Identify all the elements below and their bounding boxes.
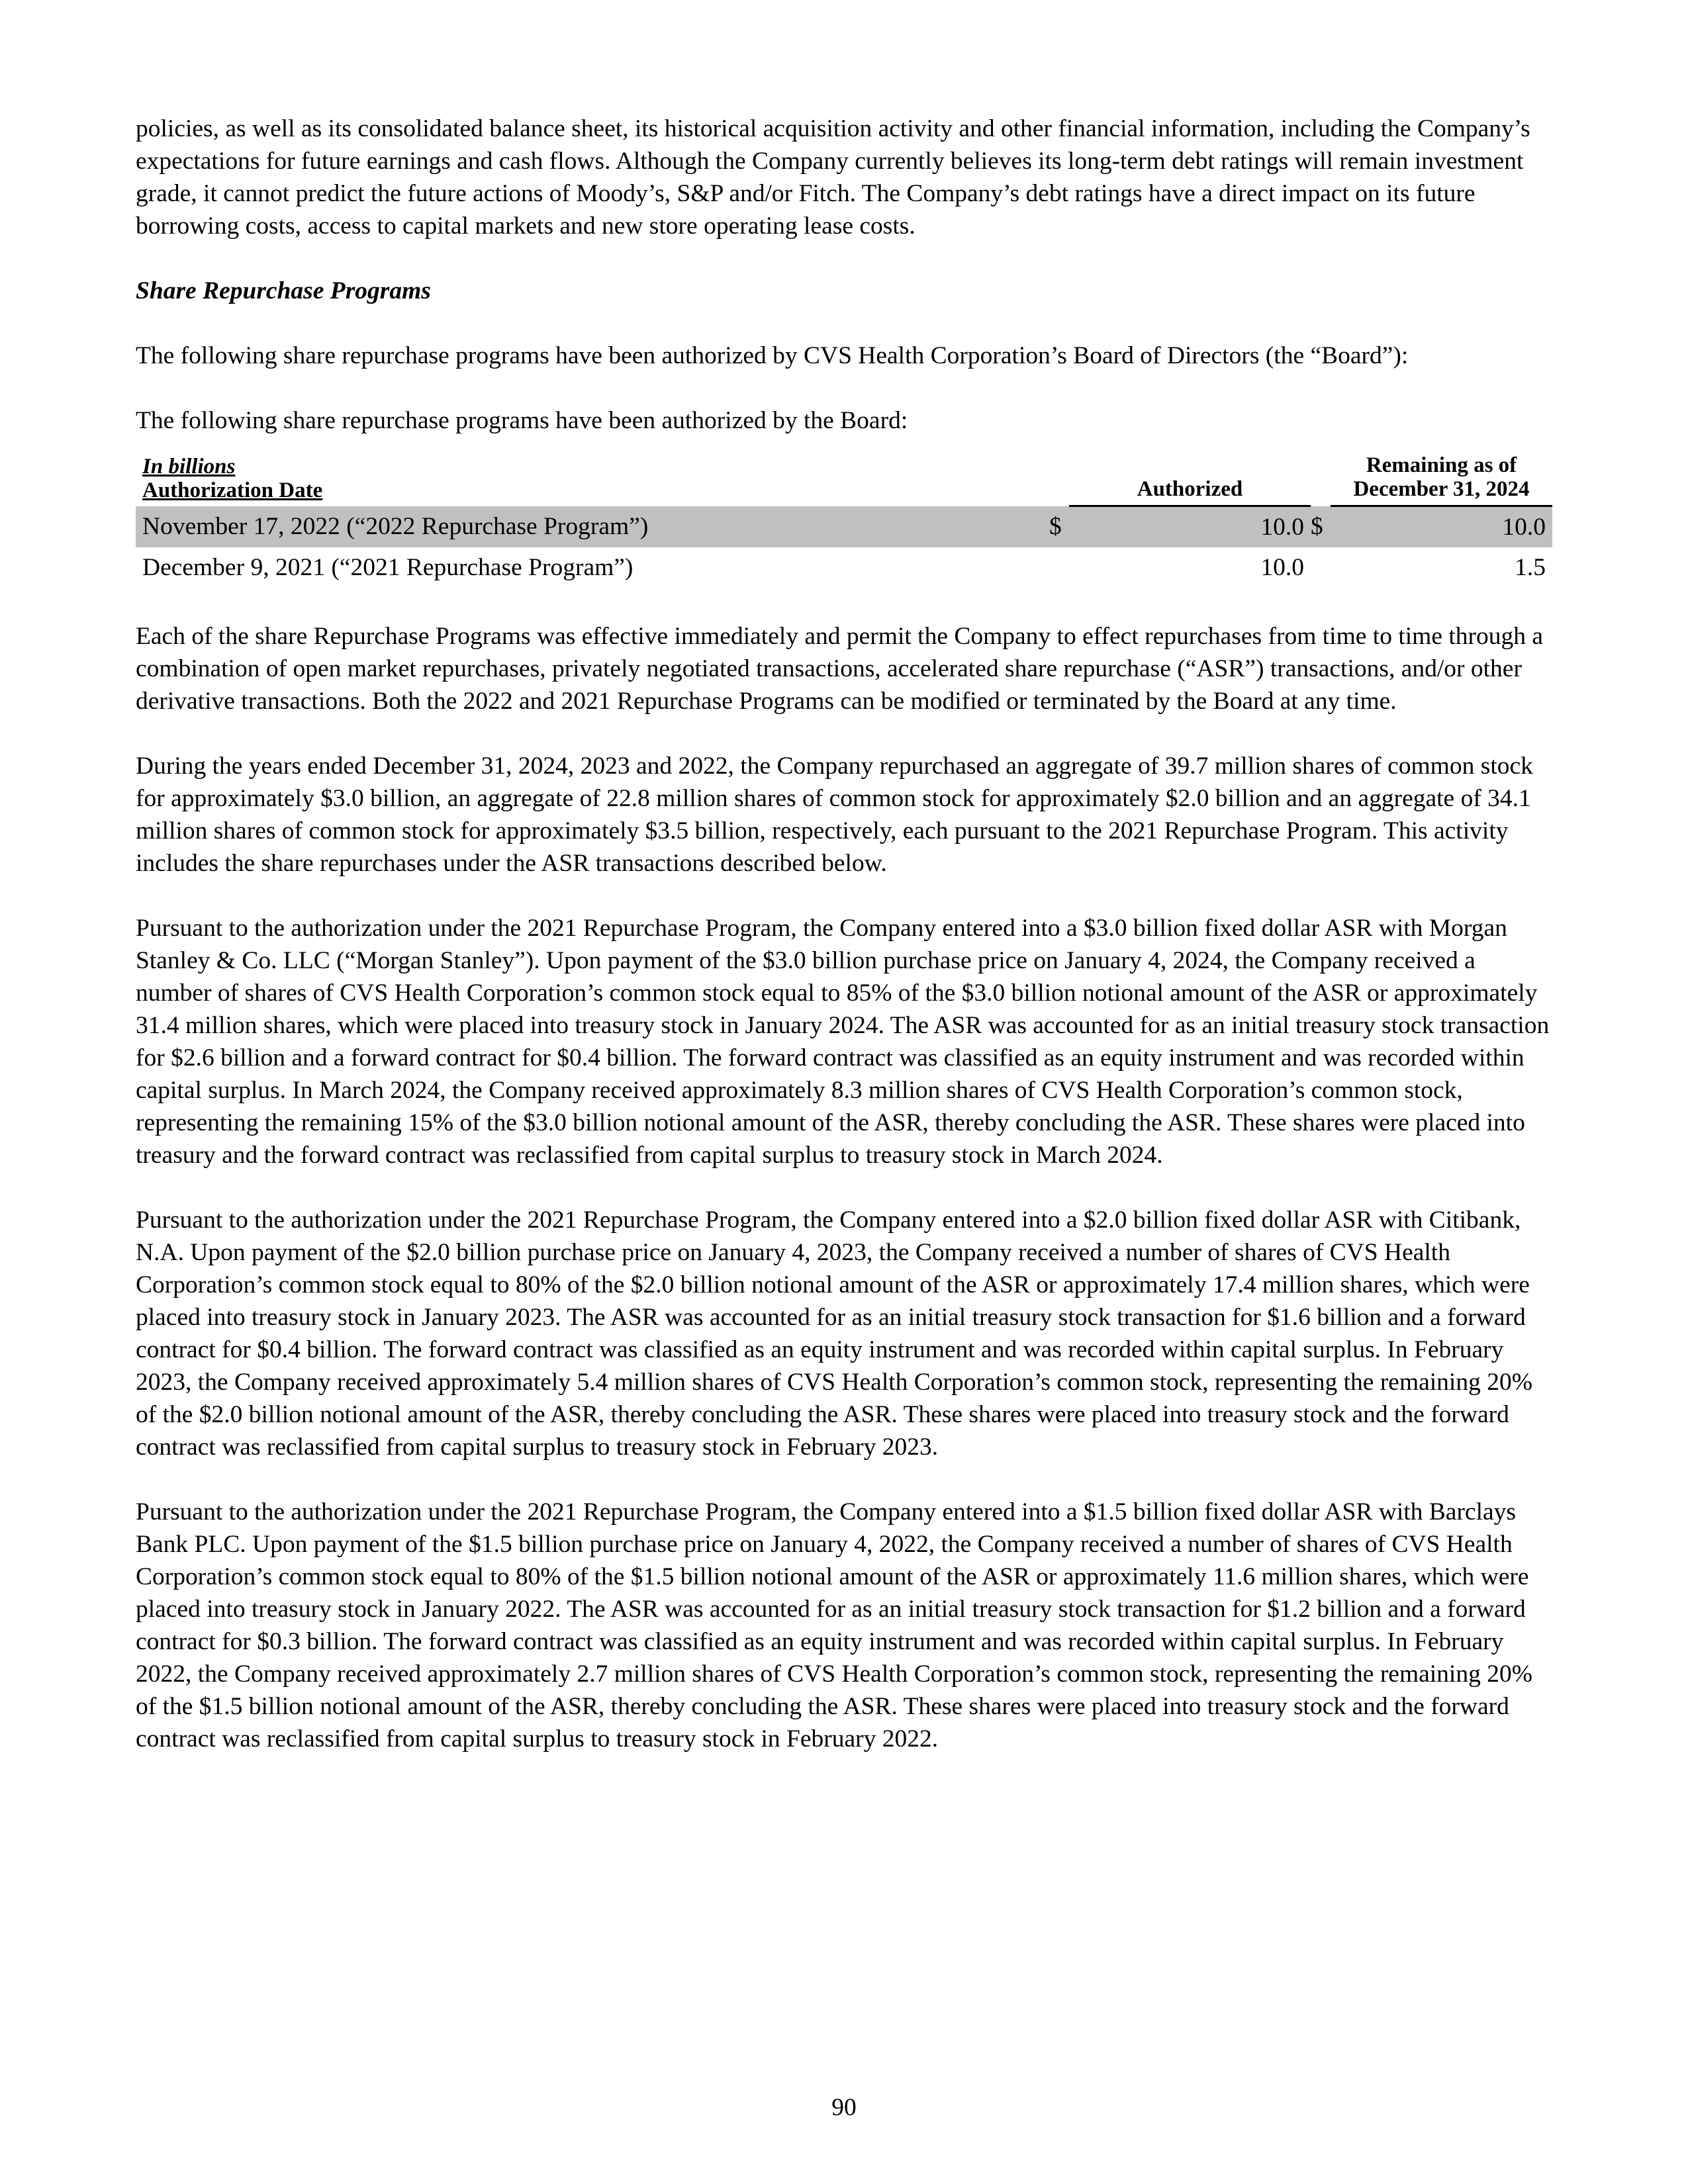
page-number: 90 <box>831 2094 857 2121</box>
document-page <box>136 113 1552 1788</box>
column-header-date: Authorization Date <box>142 478 323 502</box>
unit-label: In billions <box>142 454 236 478</box>
column-header-authorized <box>1069 453 1311 506</box>
row-dollar-sign: $ <box>1049 506 1069 548</box>
column-header-authorized-label: Authorized <box>1137 477 1243 501</box>
paragraph-intro-board: The following share repurchase programs have been authorized by the Board: <box>136 407 908 434</box>
repurchase-programs-table <box>136 453 1552 588</box>
row-remaining: 10.0 <box>1331 506 1552 548</box>
table-header-row <box>136 453 1552 506</box>
row-dollar-sign <box>1049 547 1069 588</box>
paragraph-asr-morgan-stanley: Pursuant to the authorization under the 2021 Repurchase Program, the Company entered into a $3.0 billion fixed dollar ASR with Morgan Stanley & Co. LLC (“Morgan Stanley”). Upon payment of the $3.0 billion purchase price on January 4, 2024, the Company received a number of shares of CVS Health Corporation’s common stock equal to 85% of the $3.0 billion notional amount of the ASR or approximately 31.4 million shares, which were placed into treasury stock in January 2024. The ASR was accounted for as an initial treasury stock transaction for $2.6 billion and a forward contract for $0.4 billion. The forward contract was classified as an equity instrument and was recorded within capital surplus. In March 2024, the Company received approximately 8.3 million shares of CVS Health Corporation’s common stock, representing the remaining 15% of the $3.0 billion notional amount of the ASR, thereby concluding the ASR. These shares were placed into treasury and the forward contract was reclassified from capital surplus to treasury stock in March 2024. <box>136 915 1550 1169</box>
paragraph-repurchase-activity: During the years ended December 31, 2024, 2023 and 2022, the Company repurchased an aggregate of 39.7 million shares of common stock for approximately $3.0 billion, an aggregate of 22.8 million shares of common stock for approximately $2.0 billion and an aggregate of 34.1 million shares of common stock for approximately $3.5 billion, respectively, each pursuant to the 2021 Repurchase Program. This activity includes the share repurchases under the ASR transactions described below. <box>136 752 1533 877</box>
header-spacer-2 <box>1311 453 1331 506</box>
row-dollar-sign: $ <box>1311 506 1331 548</box>
paragraph-debt-ratings: policies, as well as its consolidated balance sheet, its historical acquisition activity and other financial information, including the Company’s expectations for future earnings and cash flows. Although the Company currently believes its long-term debt ratings will remain investment grade, it cannot predict the future actions of Moody’s, S&P and/or Fitch. The Company’s debt ratings have a direct impact on its future borrowing costs, access to capital markets and new store operating lease costs. <box>136 115 1530 240</box>
header-spacer-1 <box>1049 453 1069 506</box>
row-remaining: 1.5 <box>1515 554 1546 581</box>
paragraph-asr-barclays: Pursuant to the authorization under the 2021 Repurchase Program, the Company entered into a $1.5 billion fixed dollar ASR with Barclays Bank PLC. Upon payment of the $1.5 billion purchase price on January 4, 2022, the Company received a number of shares of CVS Health Corporation’s common stock equal to 80% of the $1.5 billion notional amount of the ASR or approximately 11.6 million shares, which were placed into treasury stock in January 2022. The ASR was accounted for as an initial treasury stock transaction for $1.2 billion and a forward contract for $0.3 billion. The forward contract was classified as an equity instrument and was recorded within capital surplus. In February 2022, the Company received approximately 2.7 million shares of CVS Health Corporation’s common stock, representing the remaining 20% of the $1.5 billion notional amount of the ASR, thereby concluding the ASR. These shares were placed into treasury stock and the forward contract was reclassified from capital surplus to treasury stock in February 2022. <box>136 1498 1532 1752</box>
row-dollar-sign <box>1311 547 1331 588</box>
column-header-remaining-line1: Remaining as of <box>1366 453 1517 477</box>
paragraph-asr-citibank: Pursuant to the authorization under the 2021 Repurchase Program, the Company entered into a $2.0 billion fixed dollar ASR with Citibank, N.A. Upon payment of the $2.0 billion purchase price on January 4, 2023, the Company received a number of shares of CVS Health Corporation’s common stock equal to 80% of the $2.0 billion notional amount of the ASR or approximately 17.4 million shares, which were placed into treasury stock in January 2023. The ASR was accounted for as an initial treasury stock transaction for $1.6 billion and a forward contract for $0.4 billion. The forward contract was classified as an equity instrument and was recorded within capital surplus. In February 2023, the Company received approximately 5.4 million shares of CVS Health Corporation’s common stock, representing the remaining 20% of the $2.0 billion notional amount of the ASR, thereby concluding the ASR. These shares were placed into treasury stock and the forward contract was reclassified from capital surplus to treasury stock in February 2023. <box>136 1206 1532 1461</box>
table-row <box>136 547 1552 588</box>
section-heading: Share Repurchase Programs <box>136 277 431 304</box>
paragraph-intro-board-full: The following share repurchase programs have been authorized by CVS Health Corporation’s Board of Directors (the “Board”): <box>136 342 1409 369</box>
row-authorized: 10.0 <box>1069 506 1311 548</box>
row-authorized: 10.0 <box>1260 554 1304 581</box>
header-date <box>136 453 1049 506</box>
column-header-remaining-line2: December 31, 2024 <box>1353 477 1530 501</box>
paragraph-program-terms: Each of the share Repurchase Programs was effective immediately and permit the Company to effect repurchases from time to time through a combination of open market repurchases, privately negotiated transactions, accelerated share repurchase (“ASR”) transactions, and/or other derivative transactions. Both the 2022 and 2021 Repurchase Programs can be modified or terminated by the Board at any time. <box>136 623 1544 715</box>
row-date: December 9, 2021 (“2021 Repurchase Program”) <box>142 554 633 581</box>
row-date: November 17, 2022 (“2022 Repurchase Program”) <box>136 506 1049 548</box>
table-row <box>136 506 1552 548</box>
column-header-remaining <box>1331 453 1552 506</box>
